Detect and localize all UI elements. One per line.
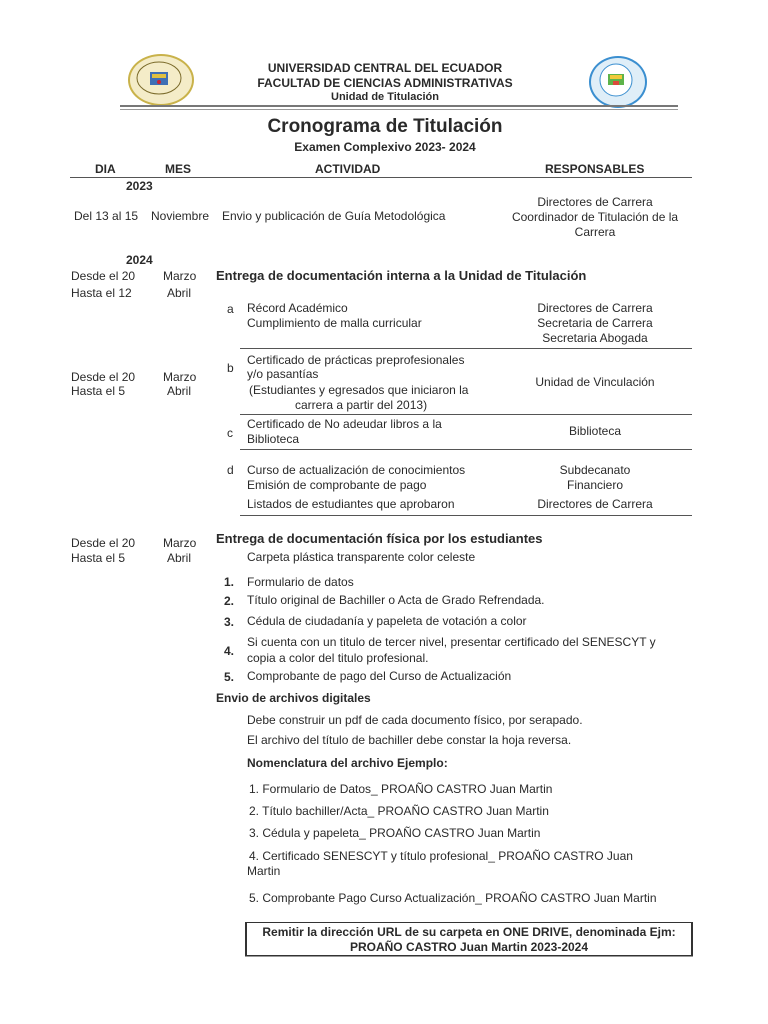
item-c-letter: c [227,426,233,440]
item-a-resp-3: Secretaria Abogada [542,331,648,345]
example-2: 2. Título bachiller/Acta_ PROAÑO CASTRO Juan Martin [249,804,549,818]
item-c-line-1: Certificado de No adeudar libros a la [247,417,442,431]
faculty-name: FACULTAD DE CIENCIAS ADMINISTRATIVAS [257,76,513,90]
item-c-line-2: Biblioteca [247,432,300,446]
block2-mes-1: Marzo [163,536,197,550]
block2-heading: Entrega de documentación física por los estudiantes [216,531,543,546]
item-d-resp-1: Subdecanato [559,463,631,477]
doc-2-text: Título original de Bachiller o Acta de Grado Refrendada. [247,593,545,607]
block2-dia-1: Desde el 20 [71,536,136,550]
doc-4-text-1: Si cuenta con un titulo de tercer nivel, presentar certificado del SENESCYT y [247,635,656,649]
doc-5-text: Comprobante de pago del Curso de Actualización [247,669,512,683]
block1-heading: Entrega de documentación interna a la Unidad de Titulación [216,268,587,283]
row-2023-resp-1: Directores de Carrera [537,195,653,209]
doc-3-text: Cédula de ciudadanía y papeleta de votación a color [247,614,527,628]
item-a-letter: a [227,302,234,316]
block2-mes-2: Abril [167,551,192,565]
item-b-mes-2: Abril [167,384,192,398]
item-d-line-2: Emisión de comprobante de pago [247,478,427,492]
note-line-1: Remitir la dirección URL de su carpeta en ONE DRIVE, denominada Ejm: [262,925,676,939]
doc-2-number: 2. [224,594,235,608]
faculty-seal-logo [589,56,647,108]
item-c-divider [240,449,692,450]
item-d-divider [240,515,692,516]
item-d-line-1: Curso de actualización de conocimientos [247,463,466,477]
item-b-dia-2: Hasta el 5 [71,384,126,398]
example-3: 3. Cédula y papeleta_ PROAÑO CASTRO Juan Martin [249,826,541,840]
item-a-line-2: Cumplimiento de malla curricular [247,316,422,330]
row-2023-resp-2: Coordinador de Titulación de la [511,210,679,224]
item-b-resp: Unidad de Vinculación [535,375,655,389]
item-b-line-1: Certificado de prácticas preprofesionales [247,353,465,367]
nomenclature-heading: Nomenclatura del archivo Ejemplo: [247,756,448,770]
item-a-resp-1: Directores de Carrera [537,301,653,315]
digital-p2: El archivo del título de bachiller debe constar la hoja reversa. [247,733,572,747]
doc-1-number: 1. [224,575,235,589]
unit-name: Unidad de Titulación [331,91,439,103]
example-4-line-1: 4. Certificado SENESCYT y título profesional_ PROAÑO CASTRO Juan [249,849,633,863]
block1-mes-1: Marzo [163,269,197,283]
item-b-dia-1: Desde el 20 [71,370,136,384]
doc-3-number: 3. [224,615,235,629]
doc-4-number: 4. [224,644,235,658]
year-2024: 2024 [126,253,153,267]
item-b-mes-1: Marzo [163,370,197,384]
item-d-letter: d [227,463,234,477]
item-d-resp-3: Directores de Carrera [537,497,653,511]
doc-1-text: Formulario de datos [247,575,354,589]
block1-dia-2: Hasta el 12 [71,286,132,300]
block2-folder: Carpeta plástica transparente color celeste [247,550,476,564]
example-4-line-2: Martin [247,864,281,878]
item-b-line-4: carrera a partir del 2013) [295,398,428,412]
item-b-line-3: (Estudiantes y egresados que iniciaron la [249,383,469,397]
item-c-resp: Biblioteca [568,424,622,438]
university-name: UNIVERSIDAD CENTRAL DEL ECUADOR [267,61,503,75]
row-2023-resp-3: Carrera [574,225,616,239]
row-2023-actividad: Envio y publicación de Guía Metodológica [222,209,446,223]
digital-p1: Debe construir un pdf de cada documento físico, por serapado. [247,713,583,727]
item-d-resp-2: Financiero [566,478,624,492]
onedrive-note-box [245,922,693,956]
university-seal-logo [128,54,194,106]
col-actividad: ACTIVIDAD [315,162,381,176]
doc-4-text-2: copia a color del titulo profesional. [247,651,429,665]
header-divider [120,105,678,107]
page-title: Cronograma de Titulación [267,116,503,137]
page-subtitle: Examen Complexivo 2023- 2024 [294,140,476,154]
block1-dia-1: Desde el 20 [71,269,136,283]
block1-mes-2: Abril [167,286,192,300]
columns-divider [70,177,692,178]
example-5: 5. Comprobante Pago Curso Actualización_ PROAÑO CASTRO Juan Martin [249,891,657,905]
col-responsables: RESPONSABLES [545,162,645,176]
note-line-2: PROAÑO CASTRO Juan Martin 2023-2024 [349,940,589,954]
block2-dia-2: Hasta el 5 [71,551,126,565]
doc-5-number: 5. [224,670,235,684]
col-dia: DIA [95,162,116,176]
item-a-resp-2: Secretaria de Carrera [537,316,653,330]
example-1: 1. Formulario de Datos_ PROAÑO CASTRO Juan Martin [249,782,553,796]
row-2023-mes: Noviembre [151,209,210,223]
item-a-line-1: Récord Académico [247,301,348,315]
item-a-divider [240,348,692,349]
year-2023: 2023 [126,179,153,193]
item-b-line-2: y/o pasantías [247,367,319,381]
col-mes: MES [165,162,192,176]
row-2023-dia: Del 13 al 15 [74,209,139,223]
item-d-line-3: Listados de estudiantes que aprobaron [247,497,455,511]
item-b-divider [240,414,692,415]
header-divider-thin [120,109,678,110]
item-b-letter: b [227,361,234,375]
digital-heading: Envio de archivos digitales [216,691,371,705]
